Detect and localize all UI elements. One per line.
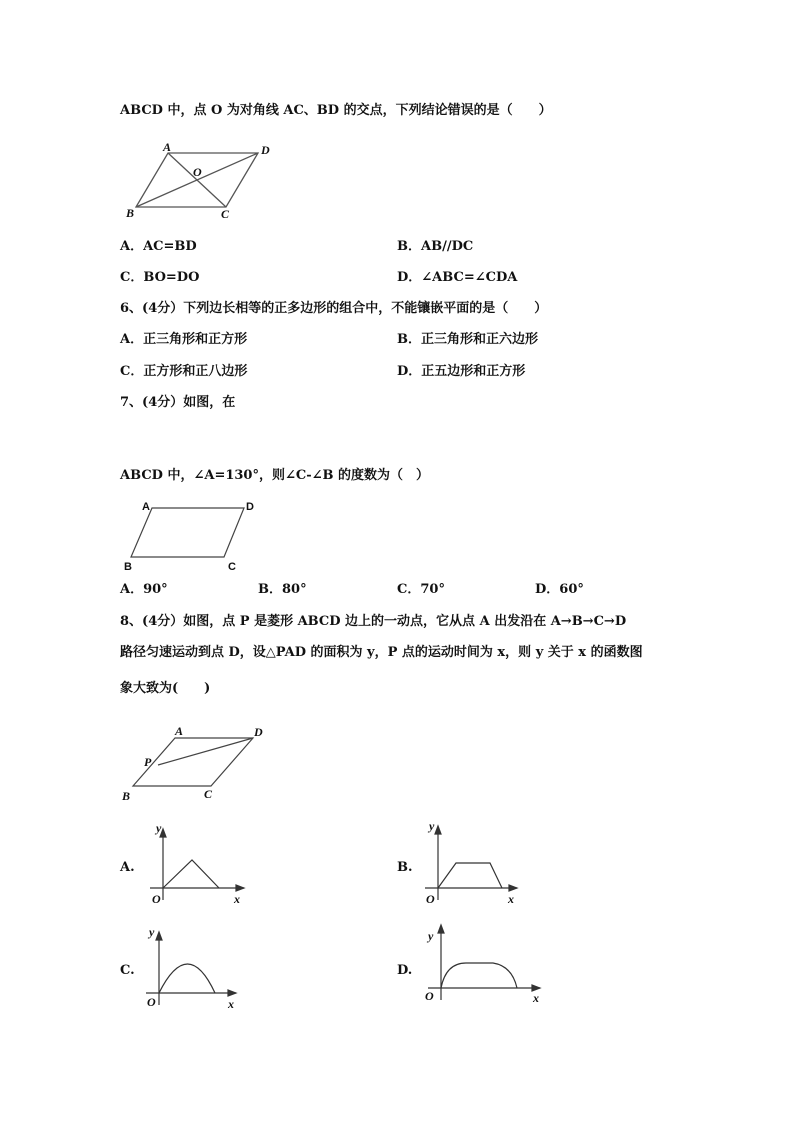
q8-stem-line3: 象大致为( ) — [120, 681, 211, 696]
q8-label-b: B — [122, 789, 131, 803]
q7-option-c[interactable]: C．70° — [397, 582, 445, 597]
q8-option-c-key[interactable]: C. — [120, 963, 135, 978]
q7-label-a: A — [142, 501, 150, 513]
q7-option-a[interactable]: A．90° — [120, 582, 168, 597]
q7-option-d[interactable]: D．60° — [535, 582, 584, 597]
q8-a-label-y: y — [156, 821, 162, 835]
q6-stem: 6、(4分）下列边长相等的正多边形的组合中，不能镶嵌平面的是（ ） — [120, 301, 548, 316]
q5-label-o: O — [193, 165, 202, 179]
q6-option-d[interactable]: D．正五边形和正方形 — [397, 364, 526, 379]
q8-b-label-y: y — [429, 819, 435, 833]
q5-label-a: A — [163, 140, 172, 154]
q7-label-c: C — [228, 561, 236, 573]
q8-c-label-o: O — [147, 995, 156, 1009]
q6-option-b[interactable]: B．正三角形和正六边形 — [397, 332, 539, 347]
q8-d-label-o: O — [425, 989, 434, 1003]
q8-stem-line1: 8、(4分）如图，点 P 是菱形 ABCD 边上的一动点，它从点 A 出发沿在 A→B→C→D — [120, 614, 627, 629]
q5-option-a[interactable]: A．AC=BD — [120, 239, 197, 254]
q8-option-d-key[interactable]: D. — [397, 963, 413, 978]
q8-label-c: C — [204, 787, 213, 801]
q5-option-b[interactable]: B．AB//DC — [397, 239, 474, 254]
q8-label-p: P — [144, 755, 152, 769]
q7-label-b: B — [124, 561, 132, 573]
q5-label-d: D — [261, 143, 270, 157]
q8-option-a-key[interactable]: A. — [120, 860, 135, 875]
q8-d-label-y: y — [428, 929, 434, 943]
q7-stem-line2: ABCD 中，∠A=130°，则∠C-∠B 的度数为（ ） — [120, 468, 430, 483]
q8-label-a: A — [175, 724, 184, 738]
q8-option-b-key[interactable]: B. — [397, 860, 413, 875]
q8-b-label-o: O — [426, 892, 435, 906]
q6-option-a[interactable]: A．正三角形和正方形 — [120, 332, 248, 347]
q8-c-label-x: x — [228, 997, 234, 1011]
q8-a-label-x: x — [234, 892, 240, 906]
q5-stem: ABCD 中，点 O 为对角线 AC、BD 的交点，下列结论错误的是（ ） — [120, 103, 552, 118]
q7-option-b[interactable]: B．80° — [258, 582, 307, 597]
q7-stem-line1: 7、(4分）如图，在 — [120, 395, 236, 410]
q5-label-b: B — [126, 206, 135, 220]
q6-option-c[interactable]: C．正方形和正八边形 — [120, 364, 248, 379]
q8-a-label-o: O — [152, 892, 161, 906]
q7-label-d: D — [246, 501, 254, 513]
q8-stem-line2: 路径匀速运动到点 D，设△PAD 的面积为 y，P 点的运动时间为 x，则 y 关于 x 的函数图 — [120, 645, 643, 660]
q8-c-label-y: y — [149, 925, 155, 939]
q5-label-c: C — [221, 207, 230, 221]
q5-option-c[interactable]: C．BO=DO — [120, 270, 200, 285]
q8-label-d: D — [254, 725, 263, 739]
q8-b-label-x: x — [508, 892, 514, 906]
q5-option-d[interactable]: D．∠ABC=∠CDA — [397, 270, 518, 285]
q8-d-label-x: x — [533, 991, 539, 1005]
